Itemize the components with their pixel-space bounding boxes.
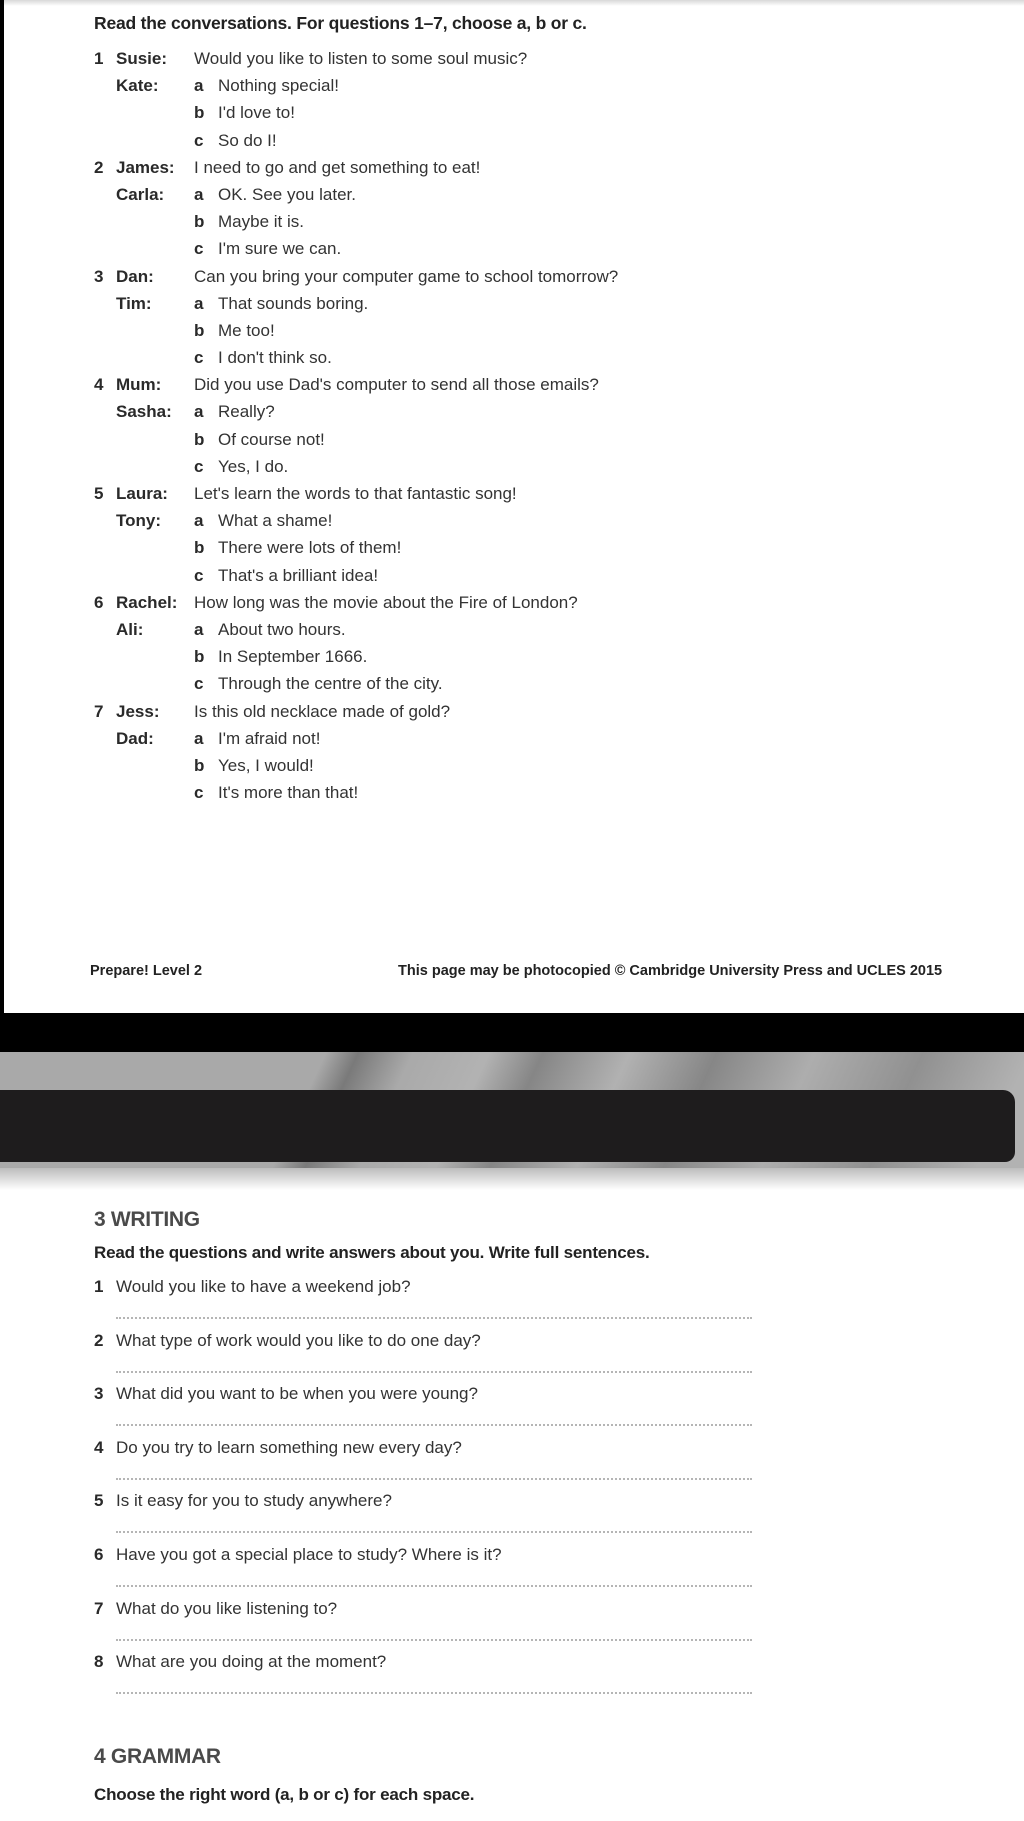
speaker-name: James: [116,157,175,177]
prompt-text: Did you use Dad's computer to send all those emails? [194,375,599,395]
option-letter: a [194,619,204,639]
question-text: What do you like listening to? [116,1598,338,1618]
answer-line[interactable] [116,1478,752,1480]
prompt-text: Would you like to listen to some soul music? [194,49,528,68]
question-text: Do you try to learn something new every day? [116,1437,462,1457]
writing-question [94,1545,754,1565]
writing-question [94,1652,754,1672]
conversation-prompt-line [94,698,994,725]
responder-name: Tony: [116,511,162,531]
writing-instruction: Read the questions and write answers about you. Write full sentences. [94,1243,650,1262]
reading-instruction: Read the conversations. For questions 1–7, choose a, b or c. [94,13,587,33]
writing-question [94,1384,754,1404]
decorative-texture-fade [0,1168,1024,1190]
answer-option[interactable] [94,208,994,235]
answer-option[interactable] [94,344,994,371]
responder-name: Dad: [116,728,154,748]
option-letter: c [194,239,204,259]
question-number: 6 [94,1545,104,1564]
answer-option[interactable] [94,235,994,262]
question-text: Have you got a special place to study? Where is it? [116,1545,502,1564]
answer-line[interactable] [116,1639,752,1641]
answer-option[interactable] [94,507,994,534]
option-letter: a [194,76,204,96]
writing-question [94,1491,754,1511]
grammar-title: 4 GRAMMAR [94,1745,221,1768]
option-text: I'm afraid not! [218,728,321,748]
answer-option[interactable] [94,398,994,425]
conversation-prompt-line [94,263,994,290]
prompt-text: Is this old necklace made of gold? [194,701,451,721]
question-text: What did you want to be when you were young? [116,1384,478,1404]
question-text: Is it easy for you to study anywhere? [116,1491,392,1511]
option-text: In September 1666. [218,647,368,667]
answer-option[interactable] [94,99,994,126]
option-letter: b [194,538,205,558]
answer-option[interactable] [94,426,994,453]
option-letter: b [194,320,205,340]
writing-question [94,1599,754,1619]
conversation-list [94,45,994,806]
option-text: Of course not! [218,429,325,449]
option-text: Yes, I would! [218,755,314,775]
question-number: 4 [94,1437,104,1457]
option-letter: a [194,184,204,204]
writing-question [94,1277,754,1297]
conversation-prompt-line [94,480,994,507]
grammar-instruction: Choose the right word (a, b or c) for each space. [94,1785,475,1804]
question-number: 2 [94,1330,104,1350]
conversation-prompt-line [94,371,994,398]
option-letter: a [194,511,204,531]
speaker-name: Dan: [116,266,154,286]
question-number: 5 [94,484,104,503]
answer-option[interactable] [94,317,994,344]
speaker-name: Laura: [116,484,168,503]
responder-name: Ali: [116,619,144,639]
option-text: Yes, I do. [218,456,289,476]
answer-option[interactable] [94,562,994,589]
question-number: 4 [94,375,104,395]
answer-line[interactable] [116,1424,752,1426]
question-text: What are you doing at the moment? [116,1652,387,1672]
answer-line[interactable] [116,1531,752,1533]
answer-option[interactable] [94,779,994,806]
answer-line[interactable] [116,1371,752,1373]
option-text: About two hours. [218,619,346,639]
option-letter: b [194,212,205,232]
option-text: Me too! [218,320,275,340]
question-number: 1 [94,1277,104,1296]
answer-option[interactable] [94,725,994,752]
question-number: 7 [94,1598,104,1618]
prompt-text: Let's learn the words to that fantastic song! [194,484,517,503]
option-text: It's more than that! [218,783,359,803]
option-letter: c [194,348,204,368]
answer-option[interactable] [94,127,994,154]
option-letter: a [194,293,204,313]
answer-option[interactable] [94,670,994,697]
question-number: 1 [94,49,104,68]
prompt-text: I need to go and get something to eat! [194,157,481,177]
answer-option[interactable] [94,181,994,208]
conversation-prompt-line [94,45,994,72]
option-text: I'd love to! [218,103,295,123]
page-divider-black [0,1013,1024,1052]
footer-copyright: This page may be photocopied © Cambridge University Press and UCLES 2015 [398,963,943,979]
question-text: What type of work would you like to do one day? [116,1330,481,1350]
option-text: Really? [218,402,275,422]
option-letter: a [194,402,204,422]
option-text: OK. See you later. [218,184,356,204]
page-top-shadow [4,0,1024,6]
option-letter: b [194,429,205,449]
speaker-name: Rachel: [116,592,178,612]
responder-name: Sasha: [116,402,172,422]
answer-option[interactable] [94,643,994,670]
option-text: There were lots of them! [218,538,402,558]
prompt-text: Can you bring your computer game to school tomorrow? [194,266,619,286]
question-number: 3 [94,266,104,286]
answer-line[interactable] [116,1317,752,1319]
answer-line[interactable] [116,1692,752,1694]
option-text: That sounds boring. [218,293,369,313]
answer-option[interactable] [94,534,994,561]
conversation-prompt-line [94,154,994,181]
responder-name: Carla: [116,184,165,204]
answer-option[interactable] [94,72,994,99]
question-number: 7 [94,701,104,721]
answer-option[interactable] [94,616,994,643]
option-letter: a [194,728,204,748]
speaker-name: Mum: [116,375,162,395]
option-text: Maybe it is. [218,212,304,232]
decorative-brush-stroke [0,1090,1015,1162]
answer-option[interactable] [94,290,994,317]
conversation-prompt-line [94,589,994,616]
writing-question [94,1438,754,1458]
option-letter: c [194,565,204,585]
question-number: 3 [94,1384,104,1404]
responder-name: Kate: [116,76,159,96]
answer-option[interactable] [94,453,994,480]
writing-title: 3 WRITING [94,1208,200,1231]
option-text: That's a brilliant idea! [218,565,379,585]
option-letter: c [194,130,204,150]
option-text: What a shame! [218,511,333,531]
option-letter: b [194,103,205,123]
writing-question [94,1331,754,1351]
question-text: Would you like to have a weekend job? [116,1277,411,1296]
option-text: Through the centre of the city. [218,674,443,694]
question-number: 2 [94,157,104,177]
question-number: 5 [94,1491,104,1511]
answer-option[interactable] [94,752,994,779]
option-text: So do I! [218,130,277,150]
option-text: I don't think so. [218,348,332,368]
answer-line[interactable] [116,1585,752,1587]
option-letter: b [194,647,205,667]
footer-level: Prepare! Level 2 [90,963,203,979]
question-number: 8 [94,1652,104,1672]
prompt-text: How long was the movie about the Fire of London? [194,592,578,612]
option-letter: c [194,456,204,476]
responder-name: Tim: [116,293,152,313]
option-letter: b [194,755,205,775]
speaker-name: Susie: [116,49,168,68]
option-letter: c [194,674,204,694]
question-number: 6 [94,592,104,612]
option-text: Nothing special! [218,76,339,96]
speaker-name: Jess: [116,701,160,721]
option-text: I'm sure we can. [218,239,342,259]
option-letter: c [194,783,204,803]
